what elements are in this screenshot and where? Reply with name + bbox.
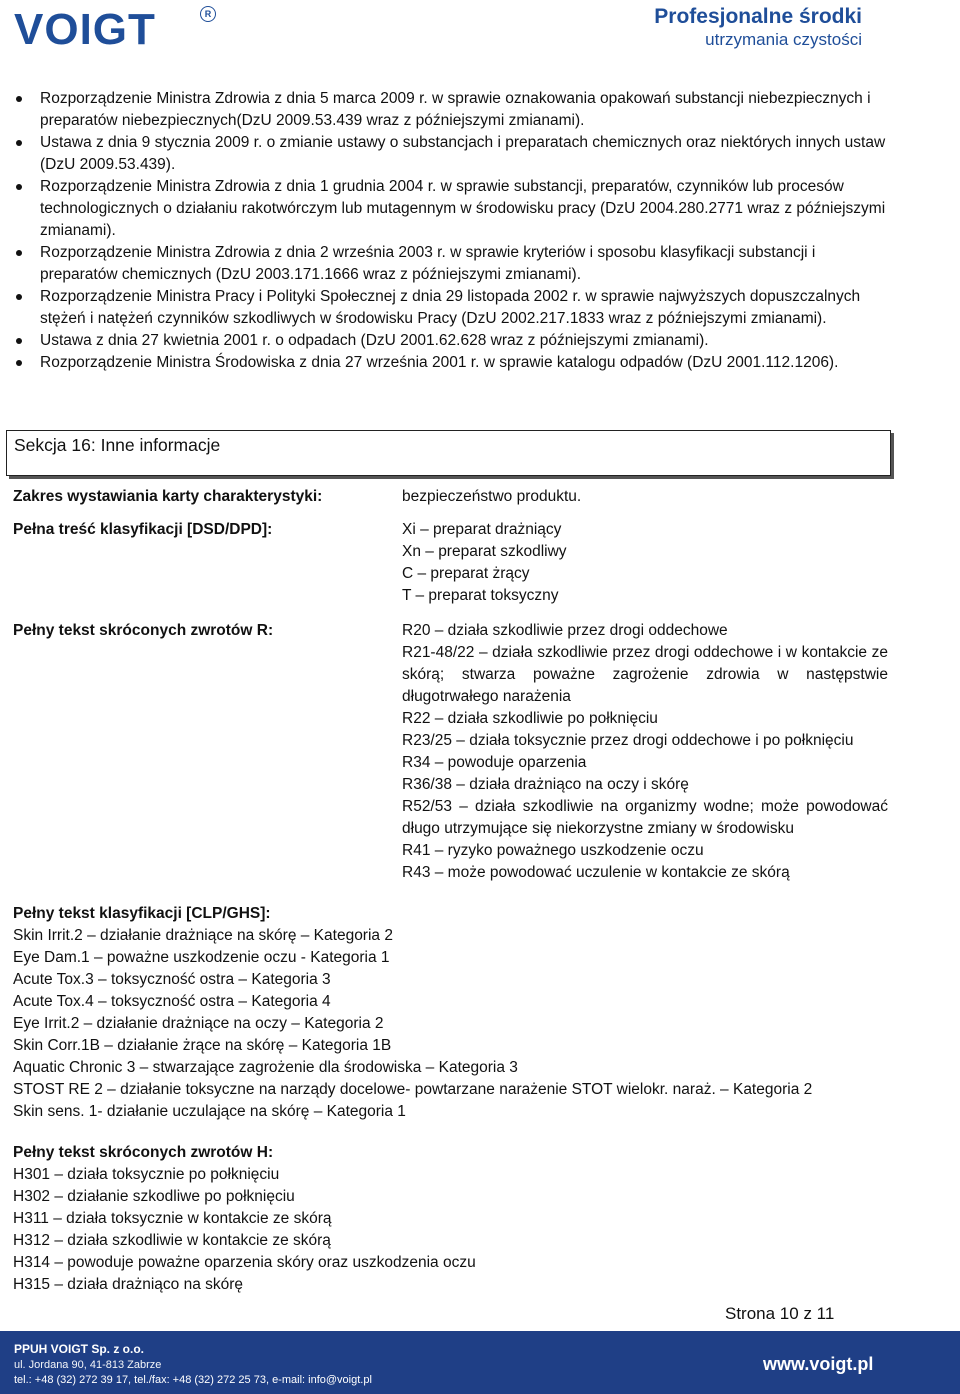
- list-item: H301 – działa toksycznie po połknięciu: [13, 1166, 280, 1183]
- list-item: Acute Tox.4 – toksyczność ostra – Kategoria 4: [13, 993, 331, 1010]
- clp-label: Pełny tekst klasyfikacji [CLP/GHS]:: [13, 905, 271, 922]
- list-item: H314 – powoduje poważne oparzenia skóry oraz uszkodzenia oczu: [13, 1254, 476, 1271]
- list-item: T – preparat toksyczny: [402, 587, 559, 604]
- list-item: Skin sens. 1- działanie uczulające na skórę – Kategoria 1: [13, 1103, 406, 1120]
- list-item: R36/38 – działa drażniąco na oczy i skórę: [402, 776, 689, 793]
- list-item: H312 – działa szkodliwie w kontakcie ze skórą: [13, 1232, 331, 1249]
- list-item: Rozporządzenie Ministra Zdrowia z dnia 1 grudnia 2004 r. w sprawie substancji, preparatów, czynników lub procesów technologicznych o działaniu rakotwórczym lub mutagennym w środowisku pracy (DzU 2004.280.2771 wraz z późniejszymi zmianami).: [14, 176, 894, 242]
- scope-value: bezpieczeństwo produktu.: [402, 488, 582, 505]
- list-item: H302 – działanie szkodliwe po połknięciu: [13, 1188, 295, 1205]
- registered-mark: R: [200, 6, 216, 22]
- r-phrases-label: Pełny tekst skróconych zwrotów R:: [13, 622, 274, 639]
- list-item: C – preparat żrący: [402, 565, 530, 582]
- list-item: Acute Tox.3 – toksyczność ostra – Kategoria 3: [13, 971, 331, 988]
- list-item: H311 – działa toksycznie w kontakcie ze skórą: [13, 1210, 332, 1227]
- list-item: R23/25 – działa toksycznie przez drogi oddechowe i po połknięciu: [402, 732, 854, 749]
- list-item: Rozporządzenie Ministra Zdrowia z dnia 2 września 2003 r. w sprawie kryteriów i sposobu klasyfikacji substancji i preparatów chemicznych (DzU 2003.171.1666 wraz z późniejszymi zmianami).: [14, 242, 894, 286]
- r-phrases-list: [402, 620, 888, 884]
- list-item: R34 – powoduje oparzenia: [402, 754, 587, 771]
- list-item: Skin Irrit.2 – działanie drażniące na skórę – Kategoria 2: [13, 927, 393, 944]
- list-item: Rozporządzenie Ministra Środowiska z dnia 27 września 2001 r. w sprawie katalogu odpadów (DzU 2001.112.1206).: [14, 352, 894, 374]
- page-number: Strona 10 z 11: [725, 1304, 835, 1323]
- company-logo: VOIGT: [14, 5, 156, 54]
- footer-contact: tel.: +48 (32) 272 39 17, tel./fax: +48 (32) 272 25 73, e-mail: info@voigt.pl: [14, 1374, 372, 1386]
- list-item: Skin Corr.1B – działanie żrące na skórę – Kategoria 1B: [13, 1037, 392, 1054]
- h-phrases-label: Pełny tekst skróconych zwrotów H:: [13, 1144, 274, 1161]
- dsd-list: [402, 519, 567, 607]
- list-item: Ustawa z dnia 27 kwietnia 2001 r. o odpadach (DzU 2001.62.628 wraz z późniejszymi zmianami).: [14, 330, 894, 352]
- list-item: R52/53 – działa szkodliwie na organizmy wodne; może powodować długo utrzymujące się niekorzystne zmiany w środowisku: [402, 798, 888, 837]
- list-item: Xi – preparat drażniący: [402, 521, 562, 538]
- list-item: R21-48/22 – działa szkodliwie przez drogi oddechowe i w kontakcie ze skórą; stwarza poważne zagrożenie zdrowia w następstwie długotrwałego narażenia: [402, 644, 888, 705]
- h-phrases-list: [13, 1164, 713, 1296]
- scope-label: Zakres wystawiania karty charakterystyki:: [13, 488, 323, 505]
- section-title: Sekcja 16: Inne informacje: [14, 435, 221, 455]
- footer-website-link[interactable]: www.voigt.pl: [763, 1354, 874, 1374]
- list-item: R41 – ryzyko poważnego uszkodzenie oczu: [402, 842, 704, 859]
- regulations-list: [14, 88, 894, 374]
- clp-list: [13, 925, 913, 1123]
- list-item: R43 – może powodować uczulenie w kontakcie ze skórą: [402, 864, 790, 881]
- list-item: Ustawa z dnia 9 stycznia 2009 r. o zmianie ustawy o substancjach i preparatach chemicznych oraz niektórych innych ustaw (DzU 2009.53.439).: [14, 132, 894, 176]
- list-item: R20 – działa szkodliwie przez drogi oddechowe: [402, 622, 728, 639]
- footer-company: PPUH VOIGT Sp. z o.o.: [14, 1342, 145, 1356]
- list-item: Eye Dam.1 – poważne uszkodzenie oczu - Kategoria 1: [13, 949, 390, 966]
- tagline-line1: Profesjonalne środki: [654, 5, 862, 28]
- list-item: R22 – działa szkodliwie po połknięciu: [402, 710, 658, 727]
- list-item: Rozporządzenie Ministra Pracy i Polityki Społecznej z dnia 29 listopada 2002 r. w sprawie najwyższych dopuszczalnych stężeń i natężeń czynników szkodliwych w środowisku Pracy (DzU 2002.217.1833 wraz z późniejszymi zmianami).: [14, 286, 894, 330]
- list-item: STOST RE 2 – działanie toksyczne na narządy docelowe- powtarzane narażenie STOT wielokr. naraż. – Kategoria 2: [13, 1081, 813, 1098]
- dsd-label: Pełna treść klasyfikacji [DSD/DPD]:: [13, 521, 273, 538]
- list-item: H315 – działa drażniąco na skórę: [13, 1276, 244, 1293]
- list-item: Aquatic Chronic 3 – stwarzające zagrożenie dla środowiska – Kategoria 3: [13, 1059, 518, 1076]
- footer-address: ul. Jordana 90, 41-813 Zabrze: [14, 1359, 162, 1371]
- header-tagline: [654, 5, 862, 51]
- list-item: Eye Irrit.2 – działanie drażniące na oczy – Kategoria 2: [13, 1015, 384, 1032]
- list-item: Rozporządzenie Ministra Zdrowia z dnia 5 marca 2009 r. w sprawie oznakowania opakowań substancji niebezpiecznych i preparatów niebezpiecznych(DzU 2009.53.439 wraz z późniejszymi zmianami).: [14, 88, 894, 132]
- tagline-line2: utrzymania czystości: [705, 30, 862, 49]
- list-item: Xn – preparat szkodliwy: [402, 543, 567, 560]
